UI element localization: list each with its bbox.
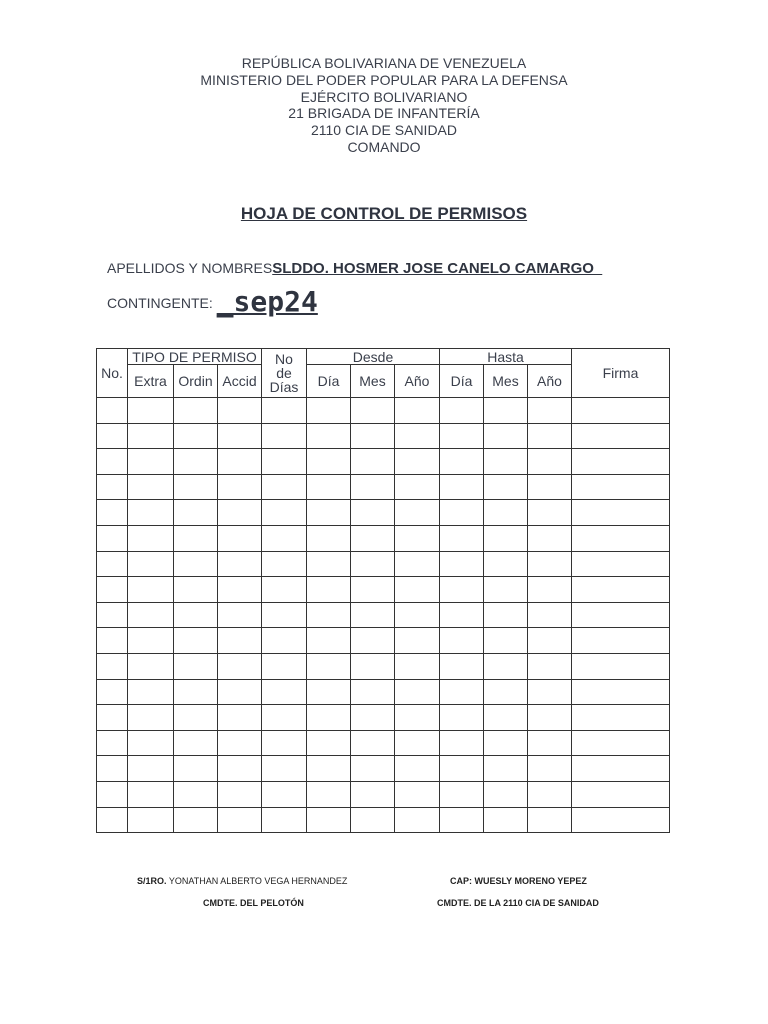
table-cell[interactable] [395,449,440,475]
table-cell[interactable] [128,756,174,782]
table-row [97,551,670,577]
table-row [97,449,670,475]
table-cell[interactable] [307,551,351,577]
table-cell[interactable] [174,474,218,500]
table-cell[interactable] [128,807,174,833]
table-cell[interactable] [395,474,440,500]
table-cell[interactable] [528,577,572,603]
table-cell[interactable] [484,602,528,628]
table-cell[interactable] [528,756,572,782]
table-cell[interactable] [174,653,218,679]
table-cell[interactable] [528,602,572,628]
table-cell[interactable] [528,449,572,475]
table-cell[interactable] [484,551,528,577]
document-header [0,55,768,156]
table-cell[interactable] [174,781,218,807]
table-cell[interactable] [97,653,128,679]
table-cell[interactable] [128,602,174,628]
col-header-ordin: Ordin [174,365,218,398]
table-cell[interactable] [218,705,262,731]
table-cell[interactable] [97,628,128,654]
table-cell[interactable] [572,807,670,833]
table-cell[interactable] [97,705,128,731]
table-cell[interactable] [528,500,572,526]
table-cell[interactable] [440,551,484,577]
table-cell[interactable] [395,628,440,654]
table-row [97,730,670,756]
document-title: HOJA DE CONTROL DE PERMISOS [240,204,528,223]
table-cell[interactable] [484,679,528,705]
table-cell[interactable] [218,398,262,424]
col-header-firma: Firma [572,349,670,398]
table-cell[interactable] [484,474,528,500]
table-cell[interactable] [97,474,128,500]
table-cell[interactable] [351,500,395,526]
header-line-country: REPÚBLICA BOLIVARIANA DE VENEZUELA [241,55,527,71]
table-cell[interactable] [262,602,307,628]
table-cell[interactable] [307,679,351,705]
table-cell[interactable] [97,730,128,756]
table-cell[interactable] [307,500,351,526]
table-cell[interactable] [528,474,572,500]
table-cell[interactable] [218,807,262,833]
signature-right-title: CMDTE. DE LA 2110 CIA DE SANIDAD [437,898,599,908]
table-cell[interactable] [307,781,351,807]
table-cell[interactable] [395,602,440,628]
nodias-line-1: No [275,351,293,367]
table-cell[interactable] [572,756,670,782]
table-cell[interactable] [528,551,572,577]
table-cell[interactable] [572,730,670,756]
table-cell[interactable] [440,679,484,705]
col-header-hasta-ano: Año [528,365,572,398]
signature-left-name [137,876,347,886]
table-row [97,525,670,551]
table-row [97,781,670,807]
table-cell[interactable] [395,525,440,551]
table-cell[interactable] [440,602,484,628]
contingent-label: CONTINGENTE: [107,295,217,311]
table-cell[interactable] [97,500,128,526]
col-header-accid: Accid [218,365,262,398]
nodias-line-3: Días [269,379,299,395]
table-cell[interactable] [484,628,528,654]
col-header-nodias [262,349,307,398]
table-cell[interactable] [395,679,440,705]
table-cell[interactable] [97,756,128,782]
table-cell[interactable] [395,577,440,603]
table-cell[interactable] [218,730,262,756]
table-cell[interactable] [572,423,670,449]
col-header-desde-ano: Año [395,365,440,398]
header-line-army: EJÉRCITO BOLIVARIANO [300,88,468,105]
table-cell[interactable] [174,500,218,526]
col-header-no: No. [97,349,128,398]
table-cell[interactable] [97,423,128,449]
name-label: APELLIDOS Y NOMBRES [107,260,273,276]
table-cell[interactable] [128,781,174,807]
table-cell[interactable] [351,807,395,833]
table-cell[interactable] [395,781,440,807]
table-cell[interactable] [528,423,572,449]
table-cell[interactable] [262,423,307,449]
table-cell[interactable] [128,449,174,475]
table-cell[interactable] [351,423,395,449]
table-cell[interactable] [395,500,440,526]
table-cell[interactable] [262,807,307,833]
signature-right-name: CAP: WUESLY MORENO YEPEZ [450,876,587,886]
table-cell[interactable] [528,628,572,654]
table-cell[interactable] [440,730,484,756]
table-cell[interactable] [218,551,262,577]
table-cell[interactable] [440,628,484,654]
table-cell[interactable] [351,602,395,628]
table-cell[interactable] [307,423,351,449]
table-cell[interactable] [97,577,128,603]
table-cell[interactable] [128,551,174,577]
table-cell[interactable] [440,705,484,731]
table-cell[interactable] [528,679,572,705]
table-cell[interactable] [395,551,440,577]
table-cell[interactable] [440,525,484,551]
table-cell[interactable] [174,756,218,782]
table-cell[interactable] [307,730,351,756]
table-cell[interactable] [572,449,670,475]
table-cell[interactable] [484,500,528,526]
table-cell[interactable] [440,398,484,424]
table-cell[interactable] [351,628,395,654]
table-cell[interactable] [528,525,572,551]
table-cell[interactable] [484,756,528,782]
table-cell[interactable] [174,730,218,756]
table-cell[interactable] [218,679,262,705]
table-cell[interactable] [218,474,262,500]
table-cell[interactable] [440,577,484,603]
table-row [97,705,670,731]
table-cell[interactable] [440,449,484,475]
table-cell[interactable] [484,525,528,551]
table-cell[interactable] [351,398,395,424]
table-cell[interactable] [395,756,440,782]
table-cell[interactable] [572,474,670,500]
table-cell[interactable] [128,500,174,526]
table-cell[interactable] [262,398,307,424]
table-cell[interactable] [528,398,572,424]
table-cell[interactable] [484,449,528,475]
col-header-desde-mes: Mes [351,365,395,398]
table-cell[interactable] [351,781,395,807]
table-cell[interactable] [307,705,351,731]
table-cell[interactable] [395,653,440,679]
table-cell[interactable] [484,705,528,731]
table-cell[interactable] [174,525,218,551]
table-cell[interactable] [351,653,395,679]
table-cell[interactable] [262,577,307,603]
table-cell[interactable] [174,398,218,424]
table-cell[interactable] [128,525,174,551]
table-cell[interactable] [262,525,307,551]
table-cell[interactable] [307,628,351,654]
col-header-extra: Extra [128,365,174,398]
col-header-desde-dia: Día [307,365,351,398]
table-cell[interactable] [351,449,395,475]
table-cell[interactable] [174,551,218,577]
table-cell[interactable] [174,577,218,603]
table-cell[interactable] [307,525,351,551]
table-cell[interactable] [395,398,440,424]
table-cell[interactable] [218,653,262,679]
table-cell[interactable] [128,474,174,500]
table-row [97,500,670,526]
table-cell[interactable] [440,423,484,449]
table-cell[interactable] [97,551,128,577]
table-cell[interactable] [395,807,440,833]
table-row [97,423,670,449]
table-cell[interactable] [128,653,174,679]
table-cell[interactable] [484,807,528,833]
table-cell[interactable] [128,398,174,424]
table-cell[interactable] [572,679,670,705]
table-cell[interactable] [528,730,572,756]
table-cell[interactable] [351,730,395,756]
table-row [97,577,670,603]
table-cell[interactable] [484,781,528,807]
table-cell[interactable] [307,449,351,475]
table-cell[interactable] [307,807,351,833]
table-cell[interactable] [97,602,128,628]
table-cell[interactable] [572,577,670,603]
col-header-hasta: Hasta [440,349,572,365]
signature-left-prefix: S/1RO. [137,876,167,886]
table-cell[interactable] [262,628,307,654]
table-cell[interactable] [174,679,218,705]
table-cell[interactable] [395,423,440,449]
col-header-desde: Desde [307,349,440,365]
table-cell[interactable] [307,398,351,424]
table-cell[interactable] [351,551,395,577]
table-cell[interactable] [440,781,484,807]
table-cell[interactable] [218,628,262,654]
col-header-hasta-dia: Día [440,365,484,398]
table-cell[interactable] [128,577,174,603]
table-cell[interactable] [128,705,174,731]
table-cell[interactable] [484,577,528,603]
table-cell[interactable] [440,756,484,782]
table-row [97,679,670,705]
table-cell[interactable] [307,653,351,679]
table-cell[interactable] [218,525,262,551]
col-header-hasta-mes: Mes [484,365,528,398]
table-cell[interactable] [307,756,351,782]
table-cell[interactable] [174,449,218,475]
table-cell[interactable] [395,705,440,731]
table-cell[interactable] [174,628,218,654]
table-cell[interactable] [440,500,484,526]
table-cell[interactable] [351,756,395,782]
table-cell[interactable] [351,474,395,500]
table-cell[interactable] [351,705,395,731]
table-row [97,756,670,782]
table-cell[interactable] [97,398,128,424]
contingent-row [107,282,318,318]
table-cell[interactable] [262,705,307,731]
table-cell[interactable] [572,705,670,731]
table-cell[interactable] [572,602,670,628]
table-cell[interactable] [572,398,670,424]
table-cell[interactable] [262,551,307,577]
table-row [97,398,670,424]
table-cell[interactable] [528,781,572,807]
signature-left-title: CMDTE. DEL PELOTÓN [203,898,304,908]
permits-table [96,348,670,833]
table-cell[interactable] [262,679,307,705]
signature-left-fullname: YONATHAN ALBERTO VEGA HERNANDEZ [166,876,348,886]
table-cell[interactable] [528,653,572,679]
table-cell[interactable] [484,653,528,679]
table-cell[interactable] [307,602,351,628]
name-value: SLDDO. HOSMER JOSE CANELO CAMARGO [272,260,603,277]
table-cell[interactable] [440,474,484,500]
table-cell[interactable] [174,807,218,833]
table-cell[interactable] [572,628,670,654]
table-cell[interactable] [351,577,395,603]
table-cell[interactable] [572,551,670,577]
table-cell[interactable] [97,449,128,475]
table-cell[interactable] [128,628,174,654]
table-cell[interactable] [97,525,128,551]
contingent-value: _sep24 [216,285,318,318]
col-header-tipo: TIPO DE PERMISO [128,349,262,365]
table-cell[interactable] [97,781,128,807]
table-cell[interactable] [262,474,307,500]
table-cell[interactable] [218,756,262,782]
header-line-command: COMANDO [347,138,421,155]
table-cell[interactable] [528,807,572,833]
table-cell[interactable] [97,679,128,705]
table-cell[interactable] [484,730,528,756]
table-cell[interactable] [128,679,174,705]
table-cell[interactable] [174,705,218,731]
table-cell[interactable] [307,474,351,500]
table-cell[interactable] [351,525,395,551]
table-cell[interactable] [572,500,670,526]
table-cell[interactable] [572,781,670,807]
table-cell[interactable] [262,781,307,807]
table-cell[interactable] [97,807,128,833]
table-cell[interactable] [484,423,528,449]
header-line-company: 2110 CIA DE SANIDAD [310,122,458,139]
table-cell[interactable] [572,525,670,551]
table-cell[interactable] [262,756,307,782]
header-line-ministry: MINISTERIO DEL PODER POPULAR PARA LA DEFENSA [200,71,568,88]
table-cell[interactable] [218,500,262,526]
table-cell[interactable] [572,653,670,679]
table-cell[interactable] [174,423,218,449]
table-cell[interactable] [395,730,440,756]
table-cell[interactable] [218,602,262,628]
table-cell[interactable] [351,679,395,705]
table-cell[interactable] [128,730,174,756]
table-cell[interactable] [262,730,307,756]
table-cell[interactable] [128,423,174,449]
table-row [97,653,670,679]
table-header-row-1 [97,349,670,365]
table-row [97,807,670,833]
header-line-brigade: 21 BRIGADA DE INFANTERÍA [288,105,480,122]
table-cell[interactable] [262,449,307,475]
table-cell[interactable] [440,807,484,833]
table-row [97,628,670,654]
table-cell[interactable] [218,449,262,475]
table-cell[interactable] [174,602,218,628]
table-cell[interactable] [218,781,262,807]
table-cell[interactable] [484,398,528,424]
table-cell[interactable] [218,577,262,603]
table-cell[interactable] [307,577,351,603]
table-cell[interactable] [528,705,572,731]
table-cell[interactable] [262,500,307,526]
table-cell[interactable] [218,423,262,449]
nodias-line-2: de [276,365,292,381]
table-cell[interactable] [440,653,484,679]
table-cell[interactable] [262,653,307,679]
name-row [107,260,602,277]
table-row [97,474,670,500]
table-row [97,602,670,628]
